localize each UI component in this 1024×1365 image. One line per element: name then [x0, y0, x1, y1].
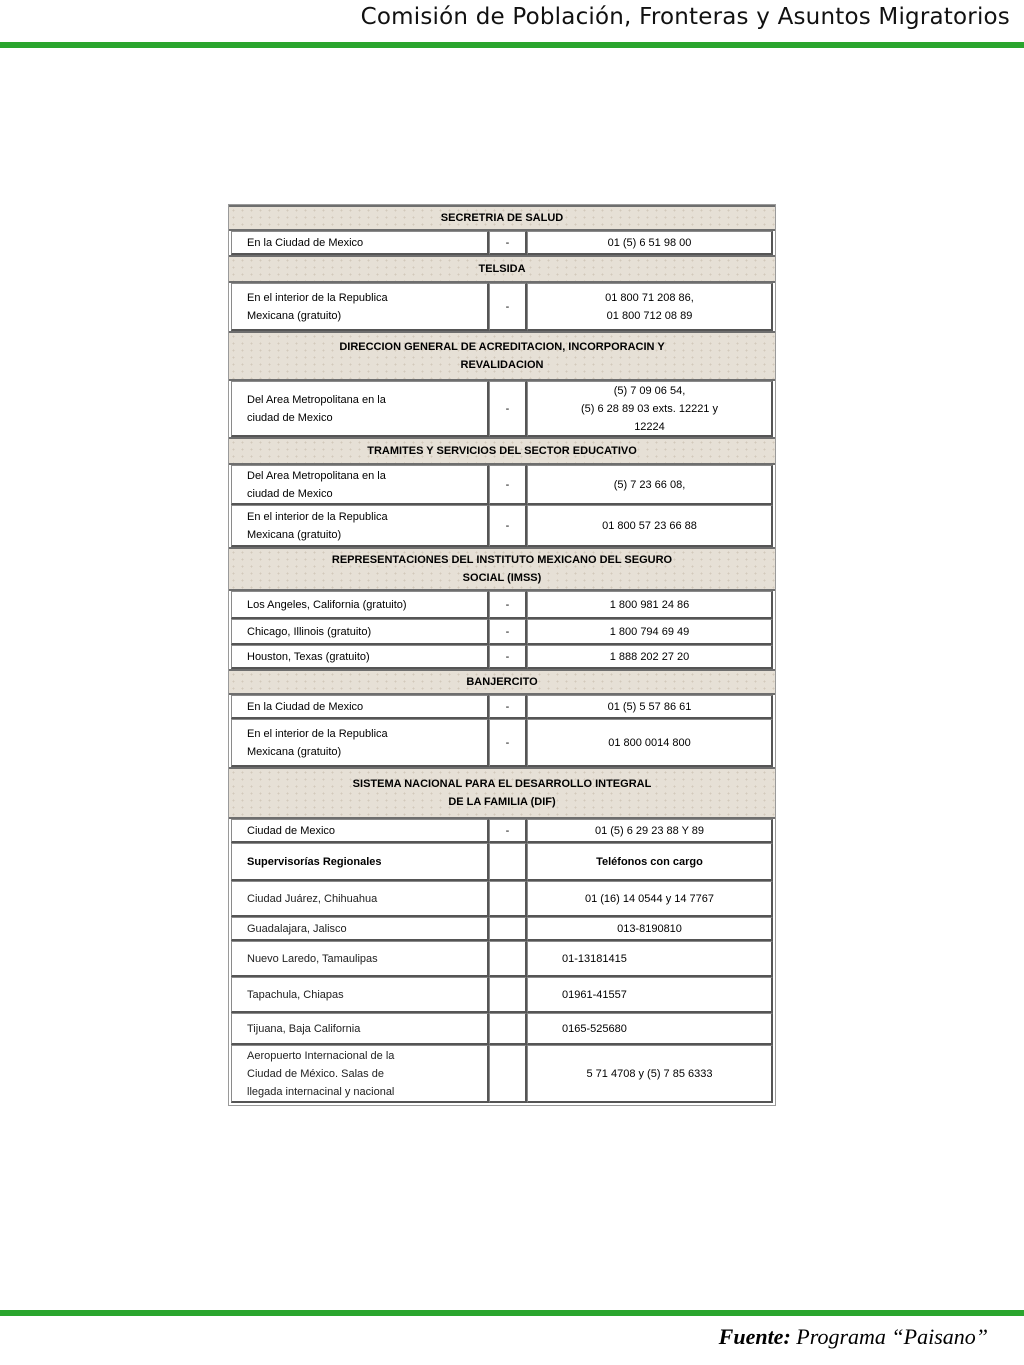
- section-header-educativo: [229, 437, 775, 465]
- phone-cell: 5 71 4708 y (5) 7 85 6333: [527, 1045, 773, 1103]
- place-cell: [231, 381, 489, 437]
- phone-cell: 1 800 981 24 86: [527, 591, 773, 619]
- separator-cell: -: [489, 645, 527, 669]
- separator-cell: [489, 1045, 527, 1103]
- section-title: TRAMITES Y SERVICIOS DEL SECTOR EDUCATIVO: [367, 445, 637, 457]
- place-line: ciudad de Mexico: [247, 411, 333, 424]
- separator-cell: -: [489, 465, 527, 505]
- table-row: [229, 917, 775, 941]
- phone-cell: 1 800 794 69 49: [527, 619, 773, 645]
- phone-line: (5) 6 28 89 03 exts. 12221 y: [581, 402, 718, 415]
- table-row: [229, 819, 775, 843]
- table-row: [229, 881, 775, 917]
- directory-table: [228, 204, 776, 1106]
- table-row: [229, 1013, 775, 1045]
- phone-line: (5) 7 09 06 54,: [613, 384, 686, 397]
- footer-source: [719, 1324, 988, 1350]
- phone-cell: 01 (5) 6 51 98 00: [527, 231, 773, 255]
- section-title-line2: DE LA FAMILIA (DIF): [448, 796, 556, 808]
- table-row: [229, 591, 775, 619]
- phone-cell: 01 (5) 6 29 23 88 Y 89: [527, 819, 773, 843]
- place-cell: Ciudad Juárez, Chihuahua: [231, 881, 489, 917]
- separator-cell: -: [489, 591, 527, 619]
- phone-cell: (5) 7 23 66 08,: [527, 465, 773, 505]
- phone-column-header: Teléfonos con cargo: [527, 843, 773, 881]
- table-row: [229, 719, 775, 767]
- place-line: Mexicana (gratuito): [247, 528, 342, 541]
- place-cell: Ciudad de Mexico: [231, 819, 489, 843]
- footer-source-text: Programa “Paisano”: [796, 1324, 988, 1349]
- separator-cell: [489, 941, 527, 977]
- place-cell: Chicago, Illinois (gratuito): [231, 619, 489, 645]
- phone-cell: 0165-525680: [527, 1013, 773, 1045]
- place-cell: Tijuana, Baja California: [231, 1013, 489, 1045]
- top-green-divider: [0, 42, 1024, 48]
- place-cell: [231, 1045, 489, 1103]
- section-title: BANJERCITO: [466, 676, 538, 688]
- separator-cell: -: [489, 231, 527, 255]
- section-title-line2: REVALIDACION: [460, 359, 544, 371]
- table-row: [229, 977, 775, 1013]
- place-cell: [231, 465, 489, 505]
- section-title-line2: SOCIAL (IMSS): [462, 572, 542, 584]
- place-line: Mexicana (gratuito): [247, 745, 342, 758]
- table-row: [229, 619, 775, 645]
- place-line: ciudad de Mexico: [247, 487, 333, 500]
- separator-cell: -: [489, 719, 527, 767]
- phone-cell: 01 800 57 23 66 88: [527, 505, 773, 547]
- footer-label: Fuente:: [718, 1324, 791, 1349]
- phone-cell: [527, 381, 773, 437]
- place-cell: En la Ciudad de Mexico: [231, 231, 489, 255]
- section-header-dif: [229, 767, 775, 819]
- page-header-title: Comisión de Población, Fronteras y Asuntos Migratorios: [360, 4, 1010, 30]
- section-header-salud: [229, 205, 775, 231]
- place-line: Ciudad de México. Salas de: [247, 1067, 384, 1080]
- separator-cell: -: [489, 619, 527, 645]
- separator-cell: [489, 917, 527, 941]
- section-title-line1: DIRECCION GENERAL DE ACREDITACION, INCORPORACIN Y: [339, 341, 665, 353]
- place-line: Aeropuerto Internacional de la: [247, 1049, 395, 1062]
- section-title: SECRETRIA DE SALUD: [440, 212, 564, 224]
- table-header-row: [229, 843, 775, 881]
- phone-cell: 01 800 0014 800: [527, 719, 773, 767]
- section-title-line1: SISTEMA NACIONAL PARA EL DESARROLLO INTEGRAL: [352, 778, 652, 790]
- place-cell: Nuevo Laredo, Tamaulipas: [231, 941, 489, 977]
- section-title-line1: REPRESENTACIONES DEL INSTITUTO MEXICANO DEL SEGURO: [331, 554, 673, 566]
- section-header-imss: [229, 547, 775, 591]
- phone-line: 01 800 712 08 89: [606, 309, 693, 322]
- place-cell: [231, 505, 489, 547]
- separator-cell: -: [489, 381, 527, 437]
- table-row: [229, 695, 775, 719]
- separator-cell: [489, 977, 527, 1013]
- phone-cell: [527, 283, 773, 331]
- table-row: [229, 283, 775, 331]
- place-cell: Guadalajara, Jalisco: [231, 917, 489, 941]
- phone-cell: 01961-41557: [527, 977, 773, 1013]
- phone-cell: 01-13181415: [527, 941, 773, 977]
- table-row: [229, 465, 775, 505]
- table-row: [229, 231, 775, 255]
- separator-cell: -: [489, 283, 527, 331]
- place-line: Mexicana (gratuito): [247, 309, 342, 322]
- table-row: [229, 381, 775, 437]
- place-line: En el interior de la Republica: [247, 510, 388, 523]
- section-header-telsida: [229, 255, 775, 283]
- separator-cell: -: [489, 695, 527, 719]
- section-header-dgair: [229, 331, 775, 381]
- place-cell: En la Ciudad de Mexico: [231, 695, 489, 719]
- place-line: Del Area Metropolitana en la: [247, 393, 386, 406]
- section-header-banjercito: [229, 669, 775, 695]
- place-cell: [231, 283, 489, 331]
- phone-line: 12224: [634, 420, 665, 433]
- place-column-header: Supervisorías Regionales: [231, 843, 489, 881]
- phone-line: 01 800 71 208 86,: [605, 291, 694, 304]
- separator-cell: [489, 1013, 527, 1045]
- place-line: llegada internacinal y nacional: [247, 1085, 395, 1098]
- place-line: En el interior de la Republica: [247, 727, 388, 740]
- place-line: Del Area Metropolitana en la: [247, 469, 386, 482]
- place-cell: [231, 719, 489, 767]
- table-row: [229, 505, 775, 547]
- table-row: [229, 941, 775, 977]
- phone-cell: 1 888 202 27 20: [527, 645, 773, 669]
- separator-cell: [489, 843, 527, 881]
- phone-cell: 01 (16) 14 0544 y 14 7767: [527, 881, 773, 917]
- table-row: [229, 645, 775, 669]
- table-row: [229, 1045, 775, 1103]
- place-cell: Houston, Texas (gratuito): [231, 645, 489, 669]
- bottom-green-divider: [0, 1310, 1024, 1316]
- separator-cell: -: [489, 505, 527, 547]
- section-title: TELSIDA: [478, 263, 526, 275]
- place-cell: Tapachula, Chiapas: [231, 977, 489, 1013]
- phone-cell: 01 (5) 5 57 86 61: [527, 695, 773, 719]
- place-cell: Los Angeles, California (gratuito): [231, 591, 489, 619]
- separator-cell: -: [489, 819, 527, 843]
- phone-cell: 013-8190810: [527, 917, 773, 941]
- separator-cell: [489, 881, 527, 917]
- place-line: En el interior de la Republica: [247, 291, 388, 304]
